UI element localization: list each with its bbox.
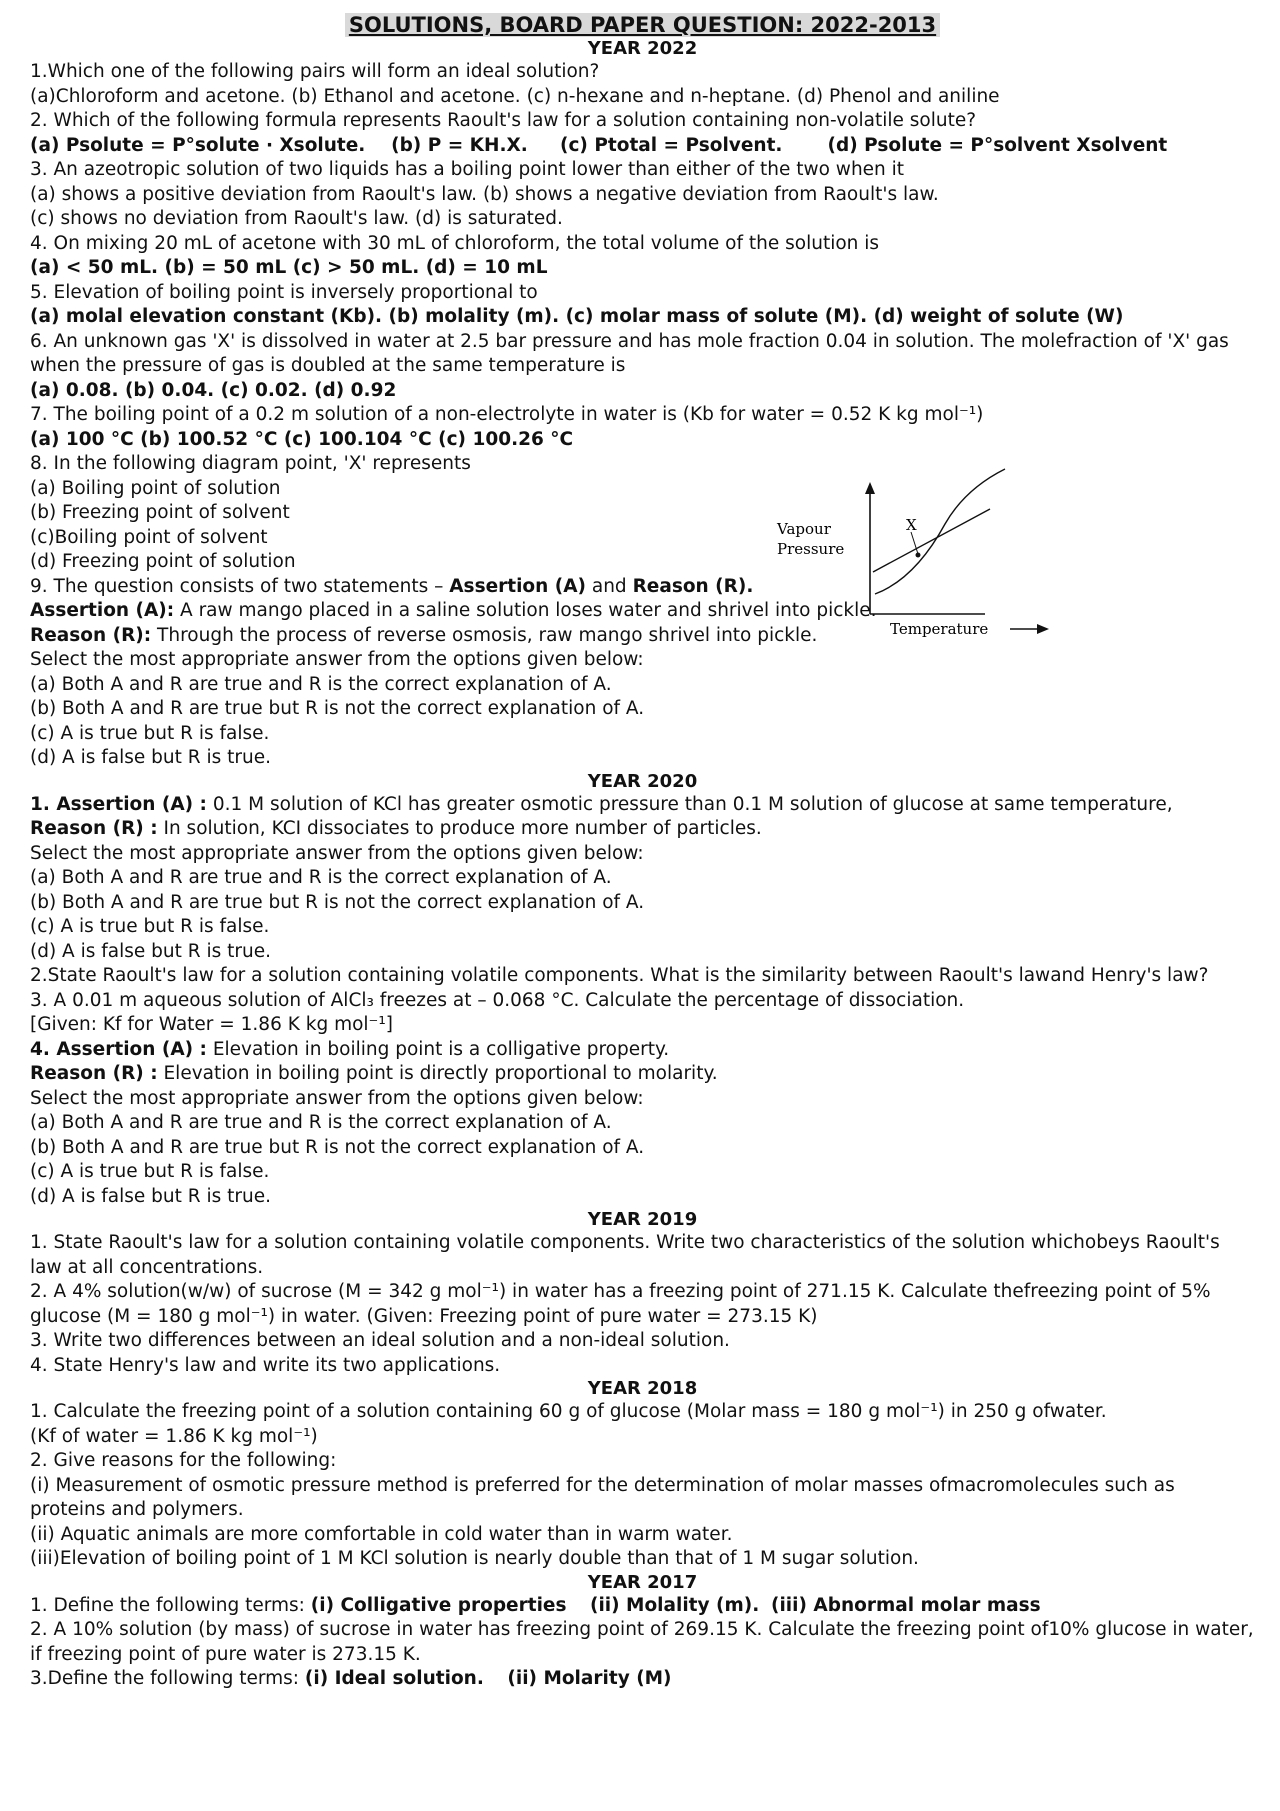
question-2022-1: 1.Which one of the following pairs will form an ideal solution?	[30, 61, 600, 82]
ar-option-b: (b) Both A and R are true but R is not the correct explanation of A.	[30, 891, 645, 913]
option-2022-8-d: (d) Freezing point of solution	[30, 551, 296, 572]
question-2019-4: 4. State Henry's law and write its two applications.	[30, 1354, 501, 1376]
options-2022-7: (a) 100 °C (b) 100.52 °C (c) 100.104 °C (c) 100.26 °C	[30, 428, 574, 450]
option-2022-8-c: (c)Boiling point of solvent	[30, 526, 268, 548]
ar-option-c: (c) A is true but R is false.	[30, 916, 270, 937]
vapour-pressure-diagram	[775, 464, 1075, 639]
question-2018-2-i-cont: proteins and polymers.	[30, 1499, 244, 1520]
options-2022-1: (a)Chloroform and acetone. (b) Ethanol and acetone. (c) n-hexane and n-heptane. (d) Phenol and aniline	[30, 85, 1000, 107]
options-2022-6: (a) 0.08. (b) 0.04. (c) 0.02. (d) 0.92	[30, 379, 397, 401]
ar-option-c: (c) A is true but R is false.	[30, 1161, 270, 1182]
question-2020-2: 2.State Raoult's law for a solution containing volatile components. What is the similarity between Raoult's lawand Henry's law?	[30, 965, 1209, 986]
ar-option-d: (d) A is false but R is true.	[30, 940, 271, 962]
ar-option-d: (d) A is false but R is true.	[30, 1185, 271, 1207]
question-2018-2-iii: (iii)Elevation of boiling point of 1 M KCl solution is nearly double than that of 1 M sugar solution.	[30, 1548, 919, 1569]
question-2019-1: 1. State Raoult's law for a solution containing volatile components. Write two characteristics of the solution whichobeys Raoult's	[30, 1232, 1220, 1253]
point-x-marker	[916, 553, 921, 558]
question-2022-6: 6. An unknown gas 'X' is dissolved in water at 2.5 bar pressure and has mole fraction 0.04 in solution. The molefraction of 'X' gas	[30, 330, 1229, 352]
question-2018-1-cont: (Kf of water = 1.86 K kg mol⁻¹)	[30, 1425, 318, 1447]
question-2019-2: 2. A 4% solution(w/w) of sucrose (M = 342 g mol⁻¹) in water has a freezing point of 271.15 K. Calculate thefreezing point of 5%	[30, 1281, 1211, 1302]
ar-option-b: (b) Both A and R are true but R is not the correct explanation of A.	[30, 1136, 645, 1158]
year-heading-2019: YEAR 2019	[587, 1209, 698, 1230]
options-2022-3-cd: (c) shows no deviation from Raoult's law. (d) is saturated.	[30, 208, 563, 229]
question-2022-5: 5. Elevation of boiling point is inversely proportional to	[30, 281, 538, 303]
document-page	[30, 12, 1255, 1692]
question-2022-3: 3. An azeotropic solution of two liquids has a boiling point lower than either of the two when it	[30, 159, 905, 180]
options-2022-3-ab: (a) shows a positive deviation from Raoult's law. (b) shows a negative deviation from Raoult's law.	[30, 183, 939, 205]
options-2022-5: (a) molal elevation constant (Kb). (b) molality (m). (c) molar mass of solute (M). (d) weight of solute (W)	[30, 306, 1124, 327]
x-axis-label: Temperature	[890, 620, 989, 638]
question-2017-1: 1. Define the following terms: (i) Colligative properties (ii) Molality (m). (iii) Abnormal molar mass	[30, 1594, 1041, 1616]
option-a: (a) Psolute = P°solute · Xsolute.	[30, 134, 366, 156]
question-2017-2: 2. A 10% solution (by mass) of sucrose in water has freezing point of 269.15 K. Calculate the freezing point of10% glucose in water,	[30, 1619, 1254, 1640]
year-heading-2017: YEAR 2017	[587, 1571, 698, 1593]
option-c: (c) Ptotal = Psolvent.	[560, 134, 783, 156]
select-instruction-2020-4: Select the most appropriate answer from the options given below:	[30, 1087, 644, 1109]
solvent-curve	[873, 509, 990, 572]
assertion-2022-9: Assertion (A): A raw mango placed in a saline solution loses water and shrivel into pickle.	[30, 600, 877, 621]
year-heading-2022: YEAR 2022	[587, 38, 698, 59]
year-heading-2018: YEAR 2018	[587, 1378, 698, 1399]
y-axis-label-line2: Pressure	[777, 540, 845, 558]
options-2022-4: (a) < 50 mL. (b) = 50 mL (c) > 50 mL. (d) = 10 mL	[30, 257, 548, 278]
reason-2020-4: Reason (R) : Elevation in boiling point is directly proportional to molarity.	[30, 1063, 718, 1084]
question-2020-1: 1. Assertion (A) : 0.1 M solution of KCl has greater osmotic pressure than 0.1 M solution of glucose at same temperature,	[30, 793, 1173, 815]
ar-option-a: (a) Both A and R are true and R is the correct explanation of A.	[30, 673, 612, 695]
question-2017-3: 3.Define the following terms: (i) Ideal solution. (ii) Molarity (M)	[30, 1668, 672, 1689]
question-2022-4: 4. On mixing 20 mL of acetone with 30 mL of chloroform, the total volume of the solution is	[30, 232, 880, 254]
point-x-label: X	[906, 516, 917, 534]
ar-option-c: (c) A is true but R is false.	[30, 722, 270, 744]
ar-option-d: (d) A is false but R is true.	[30, 747, 271, 768]
question-2022-2: 2. Which of the following formula represents Raoult's law for a solution containing non-volatile solute?	[30, 110, 977, 131]
reason-2020-1: Reason (R) : In solution, KCI dissociates to produce more number of particles.	[30, 818, 762, 839]
question-2019-1-cont: law at all concentrations.	[30, 1256, 264, 1278]
question-2018-1: 1. Calculate the freezing point of a solution containing 60 g of glucose (Molar mass = 180 g mol⁻¹) in 250 g ofwater.	[30, 1401, 1107, 1422]
question-2019-3: 3. Write two differences between an ideal solution and a non-ideal solution.	[30, 1330, 730, 1351]
option-2022-8-b: (b) Freezing point of solvent	[30, 502, 290, 523]
question-2020-4: 4. Assertion (A) : Elevation in boiling point is a colligative property.	[30, 1038, 670, 1060]
x-label-arrow-icon	[1037, 624, 1049, 634]
year-heading-2020: YEAR 2020	[587, 770, 698, 792]
select-instruction-2020-1: Select the most appropriate answer from the options given below:	[30, 842, 644, 864]
ar-option-a: (a) Both A and R are true and R is the correct explanation of A.	[30, 867, 612, 888]
question-2020-3: 3. A 0.01 m aqueous solution of AlCl₃ freezes at – 0.068 °C. Calculate the percentage of dissociation.	[30, 989, 965, 1011]
question-2022-8: 8. In the following diagram point, 'X' represents	[30, 453, 471, 474]
solution-curve	[875, 469, 1005, 594]
options-2022-2	[30, 134, 1255, 159]
question-2018-2-i: (i) Measurement of osmotic pressure method is preferred for the determination of molar masses ofmacromolecules such as	[30, 1474, 1175, 1496]
question-2019-2-cont: glucose (M = 180 g mol⁻¹) in water. (Given: Freezing point of pure water = 273.15 K)	[30, 1305, 818, 1327]
given-2020-3: [Given: Kf for Water = 1.86 K kg mol⁻¹]	[30, 1014, 393, 1035]
question-2018-2: 2. Give reasons for the following:	[30, 1450, 337, 1471]
question-2022-7: 7. The boiling point of a 0.2 m solution of a non-electrolyte in water is (Kb for water = 0.52 K kg mol⁻¹)	[30, 404, 984, 425]
option-b: (b) P = KH.X.	[391, 134, 528, 156]
y-axis-label-line1: Vapour	[777, 520, 831, 538]
option-2022-8-a: (a) Boiling point of solution	[30, 477, 281, 499]
question-2022-6-cont: when the pressure of gas is doubled at the same temperature is	[30, 355, 626, 376]
reason-2022-9: Reason (R): Through the process of reverse osmosis, raw mango shrivel into pickle.	[30, 624, 818, 646]
question-2022-9: 9. The question consists of two statements – Assertion (A) and Reason (R).	[30, 575, 754, 597]
question-2018-2-ii: (ii) Aquatic animals are more comfortable in cold water than in warm water.	[30, 1523, 733, 1545]
ar-option-a: (a) Both A and R are true and R is the correct explanation of A.	[30, 1112, 612, 1133]
y-axis-arrow-icon	[865, 482, 875, 494]
page-title: SOLUTIONS, BOARD PAPER QUESTION: 2022-2013	[30, 12, 1255, 38]
ar-option-b: (b) Both A and R are true but R is not the correct explanation of A.	[30, 698, 645, 719]
question-2017-2-cont: if freezing point of pure water is 273.15 K.	[30, 1643, 421, 1665]
select-instruction: Select the most appropriate answer from the options given below:	[30, 649, 644, 670]
option-d: (d) Psolute = P°solvent Xsolvent	[827, 134, 1168, 156]
